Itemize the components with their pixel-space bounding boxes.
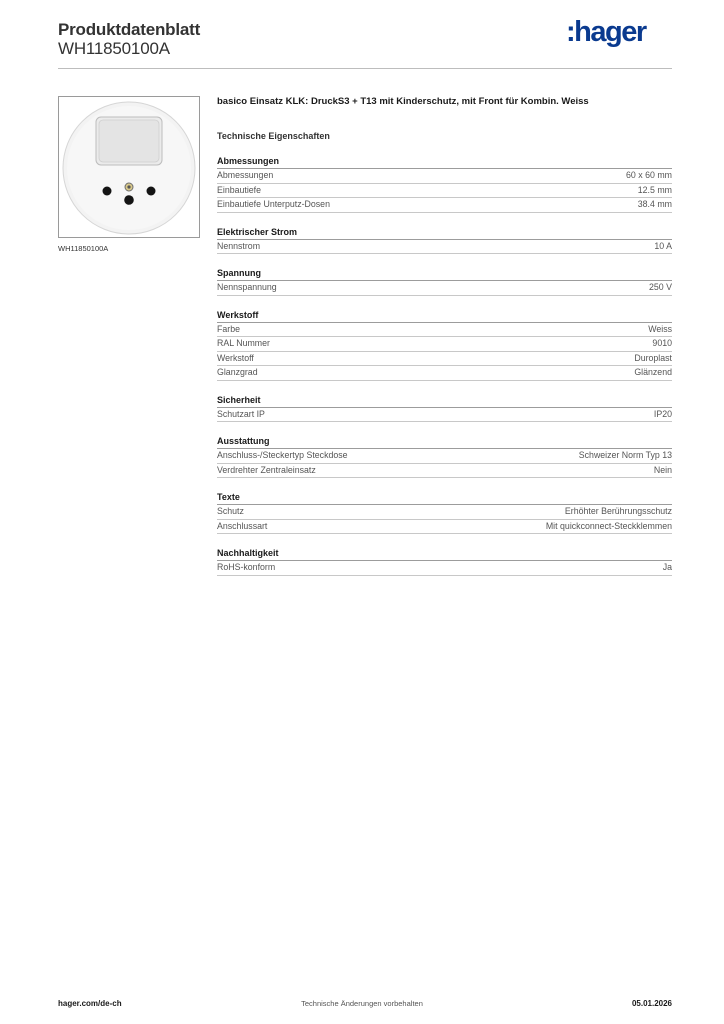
spec-value: 38.4 mm (637, 199, 672, 209)
spec-section (217, 547, 672, 576)
product-description: basico Einsatz KLK: DruckS3 + T13 mit Kinderschutz, mit Front für Kombin. Weiss (217, 96, 589, 107)
spec-value: Mit quickconnect-Steckklemmen (545, 520, 672, 531)
spec-row (217, 198, 672, 213)
spec-label: Nennspannung (217, 282, 277, 292)
spec-label: Werkstoff (217, 352, 254, 363)
spec-label: Glanzgrad (217, 367, 258, 377)
spec-value: 250 V (649, 282, 672, 292)
spec-value: Nein (653, 464, 672, 475)
spec-value: Schweizer Norm Typ 13 (578, 450, 672, 460)
section-title: Werkstoff (217, 309, 672, 323)
technical-properties-heading: Technische Eigenschaften (217, 131, 330, 141)
spec-value: 12.5 mm (637, 184, 672, 195)
spec-label: Anschluss-/Steckertyp Steckdose (217, 450, 348, 460)
spec-label: Nennstrom (217, 240, 261, 251)
section-title: Sicherheit (217, 394, 672, 408)
footer-notice: Technische Änderungen vorbehalten (301, 999, 423, 1008)
swiss-socket-with-push-button-icon (59, 97, 199, 237)
section-title: Spannung (217, 267, 672, 281)
spec-row (217, 337, 672, 352)
section-title: Abmessungen (217, 155, 672, 169)
spec-section (217, 155, 672, 213)
spec-value: Ja (662, 562, 672, 572)
spec-label: Anschlussart (217, 520, 268, 531)
spec-value: Duroplast (634, 352, 672, 363)
spec-row (217, 352, 672, 367)
section-title: Ausstattung (217, 435, 672, 449)
spec-row (217, 520, 672, 535)
spec-section (217, 394, 672, 423)
spec-value: Erhöhter Berührungsschutz (564, 506, 672, 516)
spec-label: RoHS-konform (217, 562, 276, 572)
spec-label: Schutz (217, 506, 244, 516)
footer-website: hager.com/de-ch (58, 999, 122, 1008)
spec-row (217, 449, 672, 464)
spec-row (217, 281, 672, 296)
spec-value: 60 x 60 mm (626, 170, 672, 180)
spec-label: RAL Nummer (217, 338, 270, 348)
spec-value: 9010 (652, 338, 672, 348)
spec-row (217, 366, 672, 381)
spec-row (217, 240, 672, 255)
spec-label: Farbe (217, 323, 240, 334)
spec-row (217, 505, 672, 520)
hager-logo: :hager (566, 16, 646, 48)
spec-section (217, 435, 672, 478)
spec-section (217, 267, 672, 296)
spec-row (217, 184, 672, 199)
spec-row (217, 464, 672, 479)
specifications (217, 95, 672, 576)
spec-row (217, 169, 672, 184)
section-title: Texte (217, 491, 672, 505)
spec-section (217, 226, 672, 255)
spec-value: IP20 (653, 408, 672, 419)
spec-label: Verdrehter Zentraleinsatz (217, 464, 316, 475)
spec-label: Schutzart IP (217, 408, 265, 419)
header-divider (58, 68, 672, 69)
product-image (58, 96, 200, 238)
spec-section (217, 491, 672, 534)
spec-label: Einbautiefe Unterputz-Dosen (217, 199, 330, 209)
spec-value: 10 A (654, 240, 672, 251)
image-caption: WH11850100A (58, 244, 109, 253)
spec-row (217, 408, 672, 423)
spec-label: Abmessungen (217, 170, 274, 180)
spec-row (217, 323, 672, 338)
spec-value: Weiss (648, 323, 672, 334)
spec-label: Einbautiefe (217, 184, 262, 195)
spec-sections (217, 155, 672, 576)
document-title: Produktdatenblatt (58, 20, 201, 39)
spec-section (217, 309, 672, 381)
section-title: Elektrischer Strom (217, 226, 672, 240)
spec-row (217, 561, 672, 576)
product-code: WH11850100A (58, 39, 170, 58)
footer-date: 05.01.2026 (631, 999, 672, 1008)
section-title: Nachhaltigkeit (217, 547, 672, 561)
spec-value: Glänzend (634, 367, 672, 377)
